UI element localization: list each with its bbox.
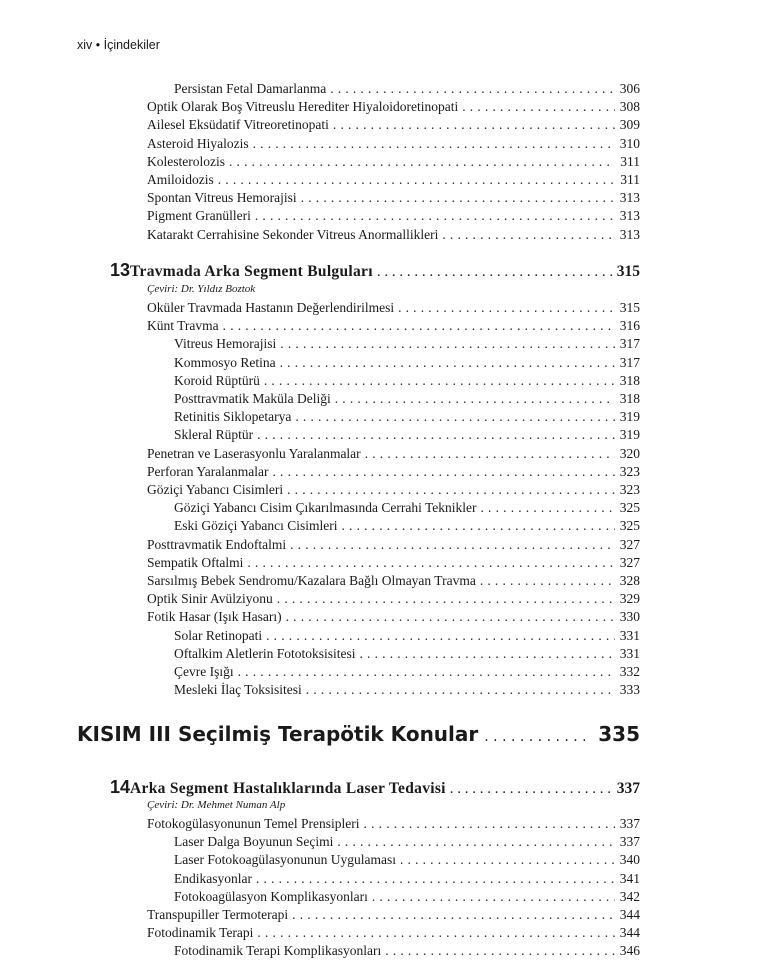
toc-entry[interactable] xyxy=(174,645,640,662)
dot-leader xyxy=(484,729,592,745)
dot-leader xyxy=(400,851,615,868)
toc-entry-page: 310 xyxy=(619,135,640,151)
dot-leader xyxy=(218,171,615,188)
toc-entry[interactable] xyxy=(147,815,640,832)
toc-entry-title: Penetran ve Laserasyonlu Yaralanmalar xyxy=(147,445,361,461)
chapter-13-heading[interactable] xyxy=(110,260,640,281)
dot-leader xyxy=(286,608,615,625)
toc-entry[interactable] xyxy=(147,445,640,462)
toc-entry-page: 311 xyxy=(620,172,640,187)
dot-leader xyxy=(481,499,616,516)
dot-leader xyxy=(255,207,615,224)
toc-entry-page: 306 xyxy=(619,81,640,96)
toc-entry-page: 333 xyxy=(619,682,640,698)
dot-leader xyxy=(257,426,615,443)
toc-entry[interactable] xyxy=(174,426,640,443)
toc-entry-page: 337 xyxy=(619,816,640,831)
toc-entry-title: Solar Retinopati xyxy=(174,627,263,643)
toc-entry[interactable] xyxy=(147,207,640,224)
toc-entry[interactable] xyxy=(147,590,640,607)
dot-leader xyxy=(253,135,615,152)
toc-entry-title: Fotik Hasar (Işık Hasarı) xyxy=(147,609,282,625)
toc-entry-page: 308 xyxy=(619,99,640,115)
toc-entry[interactable] xyxy=(147,189,640,206)
running-head: xiv • İçindekiler xyxy=(77,38,160,52)
chapter-number: 13 xyxy=(110,260,131,280)
toc-entry[interactable] xyxy=(147,317,640,334)
toc-entry-page: 337 xyxy=(619,834,640,850)
toc-entry-page: 330 xyxy=(619,609,640,625)
toc-entry[interactable] xyxy=(147,98,640,115)
chapter-title: Travmada Arka Segment Bulguları xyxy=(130,263,373,280)
toc-entry-page: 317 xyxy=(619,354,640,370)
toc-entry[interactable] xyxy=(147,554,640,571)
toc-entry[interactable] xyxy=(147,906,640,923)
toc-entry-page: 346 xyxy=(619,943,640,959)
toc-entry-page: 325 xyxy=(619,500,640,516)
dot-leader xyxy=(335,390,615,407)
toc-entry-title: Künt Travma xyxy=(147,318,219,334)
toc-entry-page: 344 xyxy=(619,907,640,922)
toc-entry-page: 342 xyxy=(619,888,640,904)
dot-leader xyxy=(290,536,615,553)
toc-entry-page: 340 xyxy=(619,852,640,868)
toc-entry-page: 323 xyxy=(619,482,640,497)
dot-leader xyxy=(238,663,615,680)
toc-entry-page: 309 xyxy=(619,117,640,133)
dot-leader xyxy=(365,445,615,462)
toc-entry-title: Fotodinamik Terapi Komplikasyonları xyxy=(174,943,382,959)
dot-leader xyxy=(295,408,615,425)
chapter-page: 315 xyxy=(616,263,640,280)
toc-entry-page: 319 xyxy=(619,409,640,425)
toc-entry[interactable] xyxy=(147,135,640,152)
dot-leader xyxy=(257,924,615,941)
toc-entry[interactable] xyxy=(174,888,640,905)
dot-leader xyxy=(360,645,616,662)
dot-leader xyxy=(306,681,615,698)
dot-leader xyxy=(301,189,615,206)
toc-entry[interactable] xyxy=(174,517,640,534)
toc-entry-title: Fotokogülasyonunun Temel Prensipleri xyxy=(147,816,360,831)
toc-entry[interactable] xyxy=(147,463,640,480)
toc-entry[interactable] xyxy=(174,390,640,407)
toc-entry-title: Katarakt Cerrahisine Sekonder Vitreus Anormallikleri xyxy=(147,226,439,242)
dot-leader xyxy=(277,590,615,607)
chapter-13-translator: Çeviri: Dr. Yıldız Boztok xyxy=(147,283,256,295)
dot-leader xyxy=(287,481,615,498)
toc-entry-page: 311 xyxy=(620,153,640,169)
toc-entry-title: Laser Fotokoagülasyonunun Uygulaması xyxy=(174,852,396,868)
dot-leader xyxy=(377,264,614,281)
toc-entry-title: Posttravmatik Maküla Deliği xyxy=(174,391,331,406)
toc-entry-page: 323 xyxy=(619,463,640,479)
dot-leader xyxy=(480,572,615,589)
dot-leader xyxy=(398,299,615,316)
dot-leader xyxy=(337,833,615,850)
chapter-title: Arka Segment Hastalıklarında Laser Tedavisi xyxy=(130,780,446,797)
toc-entry[interactable] xyxy=(174,663,640,680)
toc-entry-page: 317 xyxy=(619,336,640,352)
toc-entry[interactable] xyxy=(147,572,640,589)
toc-entry[interactable] xyxy=(147,608,640,625)
toc-entry[interactable] xyxy=(174,627,640,644)
dot-leader xyxy=(280,335,615,352)
toc-entry[interactable] xyxy=(147,116,640,133)
dot-leader xyxy=(442,226,615,243)
toc-entry-title: Persistan Fetal Damarlanma xyxy=(174,81,327,96)
part-3-heading[interactable] xyxy=(77,722,640,746)
toc-entry[interactable] xyxy=(147,481,640,498)
toc-entry-title: Sarsılmış Bebek Sendromu/Kazalara Bağlı Olmayan Travma xyxy=(147,573,476,588)
dot-leader xyxy=(264,372,615,389)
chapter-page: 337 xyxy=(616,780,640,797)
toc-entry-page: 319 xyxy=(619,427,640,443)
toc-entry-title: Sempatik Oftalmi xyxy=(147,554,244,570)
dot-leader xyxy=(462,98,615,115)
toc-entry-title: Skleral Rüptür xyxy=(174,427,254,443)
toc-entry[interactable] xyxy=(174,335,640,352)
toc-entry-page: 315 xyxy=(619,300,640,315)
toc-entry[interactable] xyxy=(174,354,640,371)
toc-entry-title: Koroid Rüptürü xyxy=(174,372,260,388)
toc-entry[interactable] xyxy=(174,499,640,516)
toc-entry-page: 320 xyxy=(619,445,640,461)
dot-leader xyxy=(256,870,615,887)
toc-entry-title: Oküler Travmada Hastanın Değerlendirilmesi xyxy=(147,300,395,315)
toc-entry-page: 313 xyxy=(619,226,640,242)
toc-entry-title: Pigment Granülleri xyxy=(147,208,251,224)
dot-leader xyxy=(280,354,615,371)
toc-entry-page: 341 xyxy=(619,870,640,886)
toc-entry[interactable] xyxy=(147,924,640,941)
toc-entry-title: Vitreus Hemorajisi xyxy=(174,336,277,352)
toc-entry-page: 313 xyxy=(619,190,640,206)
toc-entry-title: Retinitis Siklopetarya xyxy=(174,409,292,425)
dot-leader xyxy=(292,906,615,923)
toc-entry-title: Laser Dalga Boyunun Seçimi xyxy=(174,834,334,850)
toc-entry-title: Optik Sinir Avülziyonu xyxy=(147,591,273,607)
toc-entry-title: Oftalkim Aletlerin Fototoksisitesi xyxy=(174,645,356,661)
toc-entry[interactable] xyxy=(147,226,640,243)
dot-leader xyxy=(330,80,615,97)
dot-leader xyxy=(385,942,615,959)
toc-entry-title: Fotodinamik Terapi xyxy=(147,925,254,941)
chapter-14-heading[interactable] xyxy=(110,777,640,798)
toc-entry-page: 325 xyxy=(619,518,640,534)
toc-entry-title: Kolesterolozis xyxy=(147,153,225,169)
toc-entry-title: Posttravmatik Endoftalmi xyxy=(147,536,287,552)
toc-entry-page: 331 xyxy=(619,645,640,661)
toc-entry-page: 327 xyxy=(619,536,640,552)
toc-entry[interactable] xyxy=(147,536,640,553)
toc-entry-title: Perforan Yaralanmalar xyxy=(147,463,269,479)
toc-entry-page: 327 xyxy=(619,554,640,570)
toc-entry[interactable] xyxy=(174,80,640,97)
toc-entry-page: 318 xyxy=(619,372,640,388)
toc-entry-page: 329 xyxy=(619,591,640,607)
dot-leader xyxy=(364,815,615,832)
toc-entry[interactable] xyxy=(174,851,640,868)
toc-entry[interactable] xyxy=(174,372,640,389)
chapter-14-translator: Çeviri: Dr. Mehmet Numan Alp xyxy=(147,799,286,811)
chapter-number: 14 xyxy=(110,777,131,797)
toc-entry[interactable] xyxy=(147,299,640,316)
dot-leader xyxy=(229,153,615,170)
toc-entry[interactable] xyxy=(174,833,640,850)
toc-entry-page: 316 xyxy=(619,318,640,334)
dot-leader xyxy=(223,317,615,334)
toc-entry[interactable] xyxy=(174,870,640,887)
part-page: 335 xyxy=(598,722,640,746)
toc-entry[interactable] xyxy=(147,153,640,170)
toc-entry-title: Göziçi Yabancı Cisimleri xyxy=(147,482,284,497)
toc-entry-page: 344 xyxy=(619,925,640,941)
toc-entry-title: Amiloidozis xyxy=(147,172,214,187)
toc-entry[interactable] xyxy=(147,171,640,188)
toc-entry-title: Spontan Vitreus Hemorajisi xyxy=(147,190,297,206)
toc-entry[interactable] xyxy=(174,681,640,698)
toc-entry-title: Optik Olarak Boş Vitreuslu Herediter Hiyaloidoretinopati xyxy=(147,99,459,115)
dot-leader xyxy=(341,517,615,534)
toc-entry-page: 331 xyxy=(619,627,640,643)
dot-leader xyxy=(450,781,614,798)
toc-entry-title: Kommosyo Retina xyxy=(174,354,276,370)
dot-leader xyxy=(372,888,615,905)
toc-entry-title: Eski Göziçi Yabancı Cisimleri xyxy=(174,518,338,534)
toc-entry-title: Mesleki İlaç Toksisitesi xyxy=(174,682,302,698)
dot-leader xyxy=(247,554,615,571)
toc-entry[interactable] xyxy=(174,942,640,959)
toc-entry-page: 313 xyxy=(619,208,640,224)
toc-entry-title: Çevre Işığı xyxy=(174,664,234,679)
toc-entry-page: 318 xyxy=(619,391,640,406)
toc-entry-page: 328 xyxy=(619,573,640,588)
toc-entry[interactable] xyxy=(174,408,640,425)
toc-entry-title: Asteroid Hiyalozis xyxy=(147,135,249,151)
part-title: KISIM III Seçilmiş Terapötik Konular xyxy=(77,722,479,746)
toc-entry-title: Endikasyonlar xyxy=(174,870,252,886)
dot-leader xyxy=(333,116,615,133)
toc-entry-title: Fotokoagülasyon Komplikasyonları xyxy=(174,888,368,904)
toc-entry-page: 332 xyxy=(619,664,640,679)
toc-entry-title: Ailesel Eksüdatif Vitreoretinopati xyxy=(147,117,329,133)
toc-entry-title: Transpupiller Termoterapi xyxy=(147,907,289,922)
dot-leader xyxy=(272,463,615,480)
toc-entry-title: Göziçi Yabancı Cisim Çıkarılmasında Cerrahi Teknikler xyxy=(174,500,477,516)
dot-leader xyxy=(266,627,615,644)
